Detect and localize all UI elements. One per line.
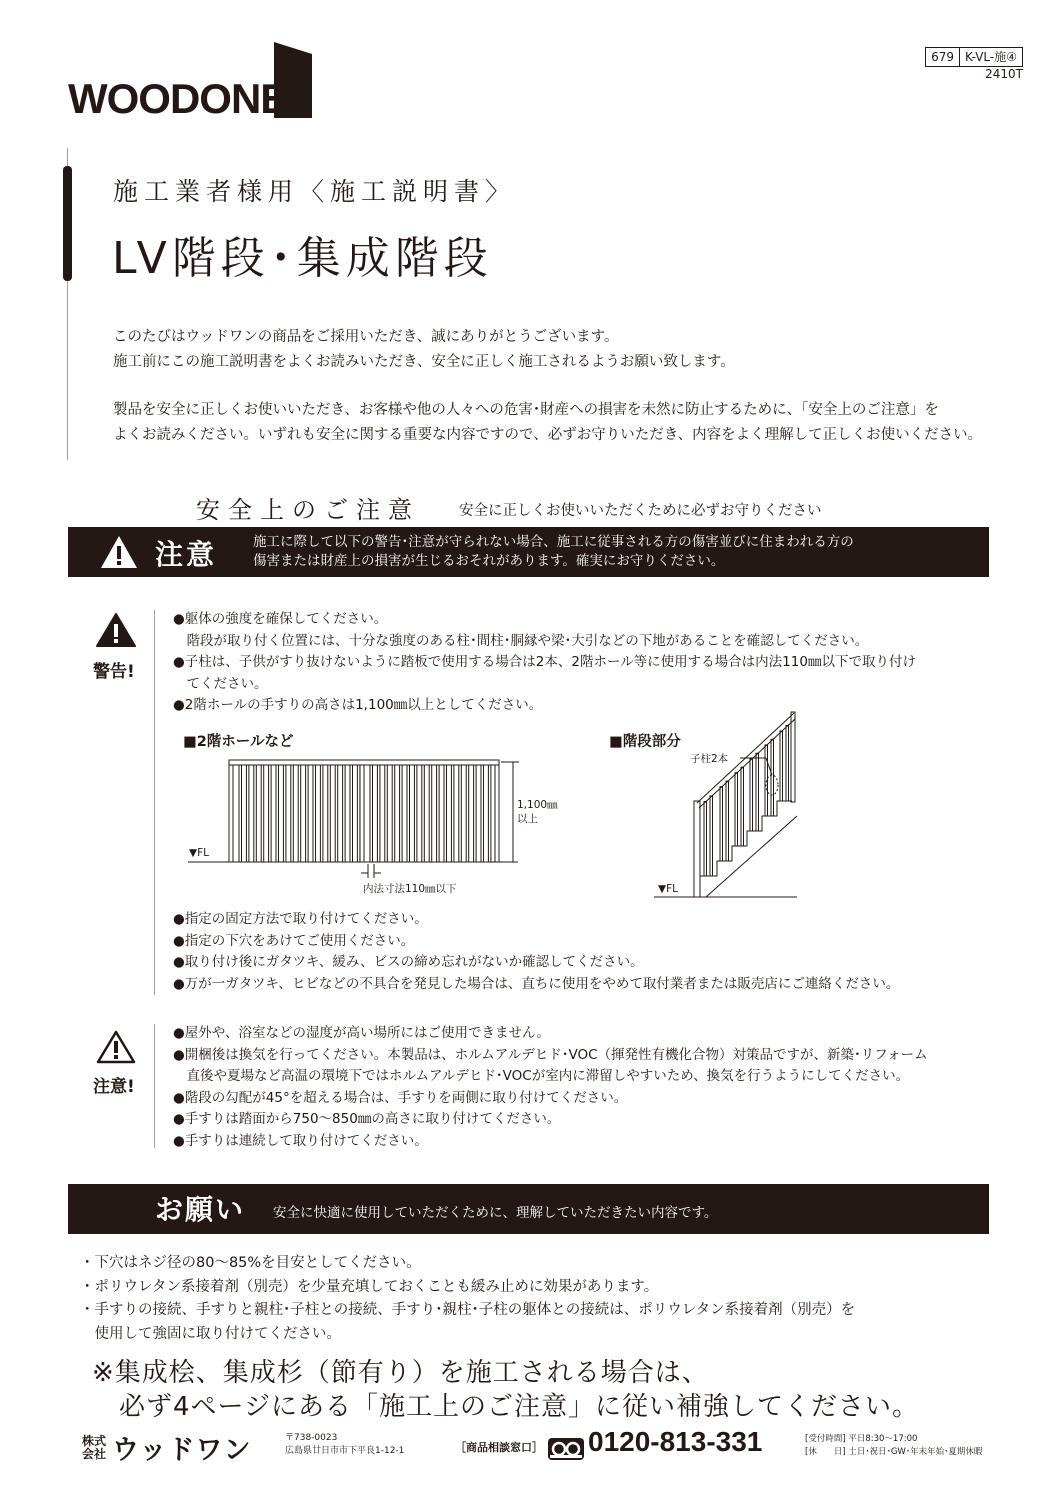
baluster [261,765,264,862]
floor-level-label: ▼FL [189,847,209,859]
list-item: ・下穴はネジ径の80～85%を目安としてください。 [80,1255,421,1271]
baluster [741,767,744,846]
caution-line: 施工に際して以下の警告･注意が守られない場合、施工に従事される方の傷害並びに住まわれる方の [253,534,854,550]
baluster [780,731,783,801]
baluster [313,765,316,862]
intro-line: よくお読みください。いずれも安全に関する重要な内容ですので、必ずお守りいただき、内容をよく理解して正しくお使いください。 [113,427,983,443]
stair-floor-level-label: ▼FL [658,883,678,895]
address-text: 広島県廿日市市下平良1-12-1 [285,1446,405,1456]
baluster [298,765,301,862]
document-number: 679 [931,50,954,64]
baluster [357,765,360,862]
baluster [370,765,373,862]
baluster [750,759,753,831]
intro-line: 施工前にこの施工説明書をよくお読みいただき、安全に正しく施工されるようお願い致します。 [113,354,735,370]
reinforcement-note [92,1356,919,1424]
baluster [726,781,729,861]
list-item: 使用して強固に取り付けてください。 [80,1325,341,1342]
baluster-count-label: 子柱2本 [690,753,729,765]
stair-railing-diagram [652,708,812,903]
company-address [285,1432,404,1458]
postal-code: 〒738-0023 [285,1433,338,1443]
baluster [474,765,477,862]
document-title: LV階段･集成階段 [112,233,493,284]
warning-label: 警告! [93,662,135,682]
list-item: ●手すりは連続して取り付けてください。 [173,1132,428,1149]
baluster [400,765,403,862]
list-item: ●取り付け後にガタツキ、緩み、ビスの締め忘れがないか確認してください。 [173,954,644,970]
baluster [328,765,331,862]
note-line: ※集成桧、集成杉（節有り）を施工される場合は、 [92,1358,709,1388]
baluster [422,765,425,862]
baluster [283,765,286,862]
woodone-logo [68,42,313,120]
baluster [320,765,323,862]
company-type [82,1435,112,1461]
list-item: ・ポリウレタン系接着剤（別売）を少量充填しておくことも緩み止めに効果があります。 [80,1278,659,1295]
document-subtitle: 施工業者様用〈施工説明書〉 [113,177,517,206]
caution-word: 注意 [155,538,218,571]
caution-label: 注意! [93,1077,135,1097]
logo-text: WOODONE [68,75,288,122]
baluster [350,765,353,862]
list-item: ●子柱は、子供がすり抜けないように踏板で使用する場合は2本、2階ホール等に使用する場合は内法110㎜以下で取り付け [173,654,916,670]
request-list [80,1252,855,1346]
baluster [343,765,346,862]
baluster [488,765,491,862]
list-item: ●開梱後は換気を行ってください。本製品は、ホルムアルデヒド･VOC（揮発性有機化合物）対策品ですが、新築･リフォーム [173,1046,928,1063]
hall-railing-diagram [183,752,583,897]
baluster [239,765,242,862]
document-code: K-VL-施④ [959,48,1022,66]
company-type-1: 株式 [82,1433,107,1448]
list-item: ●階段の勾配が45°を超える場合は、手すりを両側に取り付けてください。 [173,1089,628,1106]
list-item: てください。 [173,675,268,692]
figure-hall-label: ■2階ホールなど [183,734,294,750]
baluster [481,765,484,862]
hours-line: [受付時間] 平日8:30～17:00 [805,1434,918,1444]
caution-list [173,1023,928,1152]
caution-outline-triangle-icon [95,1029,137,1065]
caution-rule [154,1024,155,1148]
document-date: 2410T [985,67,1023,81]
baluster [414,765,417,862]
request-word: お願い [155,1193,246,1226]
list-item: 階段が取り付く位置には、十分な強度のある柱･間柱･胴縁や梁･大引などの下地があることを確認してください。 [173,632,869,649]
baluster [335,765,338,862]
document-code-box [925,47,1023,67]
baluster [437,765,440,862]
baluster [407,765,410,862]
list-item: ●万が一ガタツキ、ヒビなどの不具合を発見した場合は、直ちに使用をやめて取付業者または販売店にご連絡ください。 [173,975,900,992]
baluster [246,765,249,862]
intro-paragraph-2 [113,398,982,448]
list-item: ●手すりは踏面から750～850㎜の高さに取り付けてください。 [173,1111,561,1127]
baluster [771,739,774,816]
list-item: ●2階ホールの手すりの高さは1,100㎜以上としてください。 [173,697,543,713]
baluster [704,802,707,876]
baluster [735,773,738,846]
baluster [385,765,388,862]
list-item: ・手すりの接続、手すりと親柱･子柱との接続、手すり･親柱･子柱の躯体との接続は、ポリウレタン系接着剤（別売）を [80,1302,856,1318]
holiday-line: [休 日] 土日･祝日･GW･年末年始･夏期休暇 [805,1447,983,1457]
caution-banner-text [253,533,854,571]
baluster [291,765,294,862]
list-item: ●指定の下穴をあけてご使用ください。 [173,932,415,949]
free-dial-icon [548,1438,584,1460]
baluster [756,753,759,831]
baluster [786,725,789,801]
warning-rule [154,610,155,995]
baluster [429,765,432,862]
company-type-2: 会社 [82,1446,107,1461]
baluster [710,796,713,876]
warning-filled-triangle-icon [95,612,137,648]
intro-line: 製品を安全に正しくお使いいただき、お客様や他の人々への危害･財産への損害を未然に防止するために、「安全上のご注意」を [113,402,939,418]
phone-number[interactable]: 0120-813-331 [588,1426,763,1457]
intro-paragraph-1 [113,325,735,375]
caution-line: 傷害または財産上の損害が生じるおそれがあります。確実にお守りください。 [253,553,725,569]
consultation-window-label: ［商品相談窓口］ [455,1441,543,1454]
baluster [254,765,256,862]
business-hours [805,1433,982,1459]
intro-line: このたびはウッドワンの商品をご採用いただき、誠にありがとうございます。 [113,329,619,345]
list-item: ●屋外や、浴室などの湿度が高い場所にはご使用できません。 [173,1025,550,1041]
list-item: ●躯体の強度を確保してください。 [173,611,388,627]
railing-height-label-2: 以上 [517,813,538,825]
baluster [392,765,395,862]
safety-subheading: 安全に正しくお使いいただくために必ずお守りください [459,503,822,519]
company-name [82,1428,251,1467]
baluster [306,765,309,862]
baluster [720,787,723,861]
note-line: 必ず4ページにある「施工上のご注意」に従い補強してください。 [92,1392,920,1422]
railing-height-label: 1,100㎜ [517,799,558,811]
request-banner-text: 安全に快適に使用していただくために、理解していただきたい内容です。 [273,1205,718,1221]
baluster [276,765,279,862]
baluster [459,765,462,862]
baluster [466,765,469,862]
baluster-gap-label: 内法寸法110㎜以下 [363,883,457,895]
baluster [269,765,272,862]
warning-list-2 [173,909,899,995]
figure-stair-label: ■階段部分 [609,734,681,750]
baluster [444,765,447,862]
safety-heading: 安全上のご注意 [196,496,420,524]
list-item: 直後や夏場など高温の環境下ではホルムアルデヒド･VOCが室内に滞留しやすいため、換気を行うようにしてください。 [173,1068,910,1084]
baluster [377,765,380,862]
warning-list-1 [173,609,916,717]
list-item: ●指定の固定方法で取り付けてください。 [173,911,428,927]
company-name-text: ウッドワン [112,1435,252,1466]
warning-triangle-icon [99,534,139,570]
baluster [451,765,454,862]
title-accent-bar [63,166,72,281]
